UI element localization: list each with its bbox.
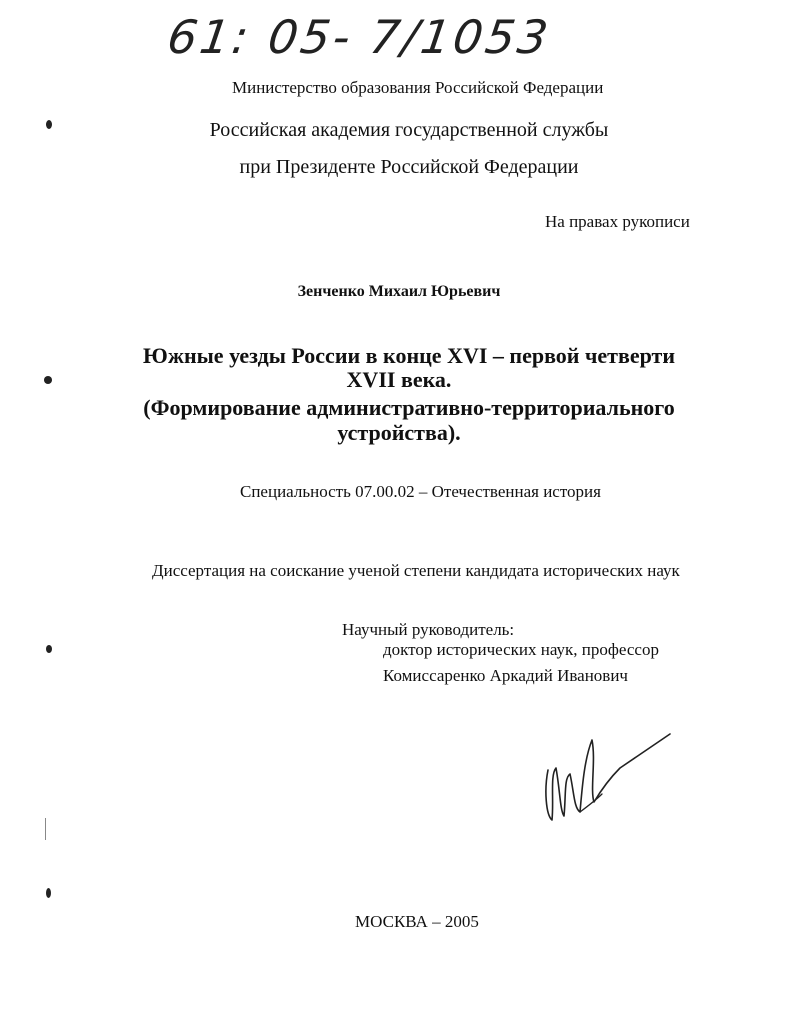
ministry-heading: Министерство образования Российской Федерации bbox=[232, 78, 604, 97]
signature-scribble bbox=[540, 730, 680, 840]
academy-name-line2: при Президенте Российской Федерации bbox=[239, 156, 579, 178]
dissertation-title-line3: (Формирование административно-территориального bbox=[143, 395, 675, 420]
dissertation-title-line4: устройства). bbox=[337, 420, 461, 445]
degree-line: Диссертация на соискание ученой степени кандидата исторических наук bbox=[152, 561, 680, 580]
specialty-line: Специальность 07.00.02 – Отечественная история bbox=[240, 482, 601, 501]
scan-mark bbox=[44, 376, 52, 384]
city-year-line: МОСКВА – 2005 bbox=[355, 912, 479, 931]
scan-mark bbox=[46, 888, 51, 898]
author-name: Зенченко Михаил Юрьевич bbox=[297, 283, 501, 300]
handwritten-archive-code: 61: 05- 7/1053 bbox=[164, 10, 555, 64]
academy-name-line1: Российская академия государственной службы bbox=[209, 119, 609, 141]
advisor-academic-title: доктор исторических наук, профессор bbox=[383, 640, 659, 659]
manuscript-rights-note: На правах рукописи bbox=[545, 212, 690, 231]
advisor-label: Научный руководитель: bbox=[342, 620, 515, 639]
scan-line bbox=[45, 818, 46, 840]
dissertation-title-line2: XVII века. bbox=[346, 367, 452, 392]
scan-mark bbox=[46, 645, 52, 653]
advisor-name: Комиссаренко Аркадий Иванович bbox=[383, 666, 628, 685]
dissertation-title-line1: Южные уезды России в конце XVI – первой четверти bbox=[142, 343, 676, 368]
scan-mark bbox=[46, 120, 52, 129]
